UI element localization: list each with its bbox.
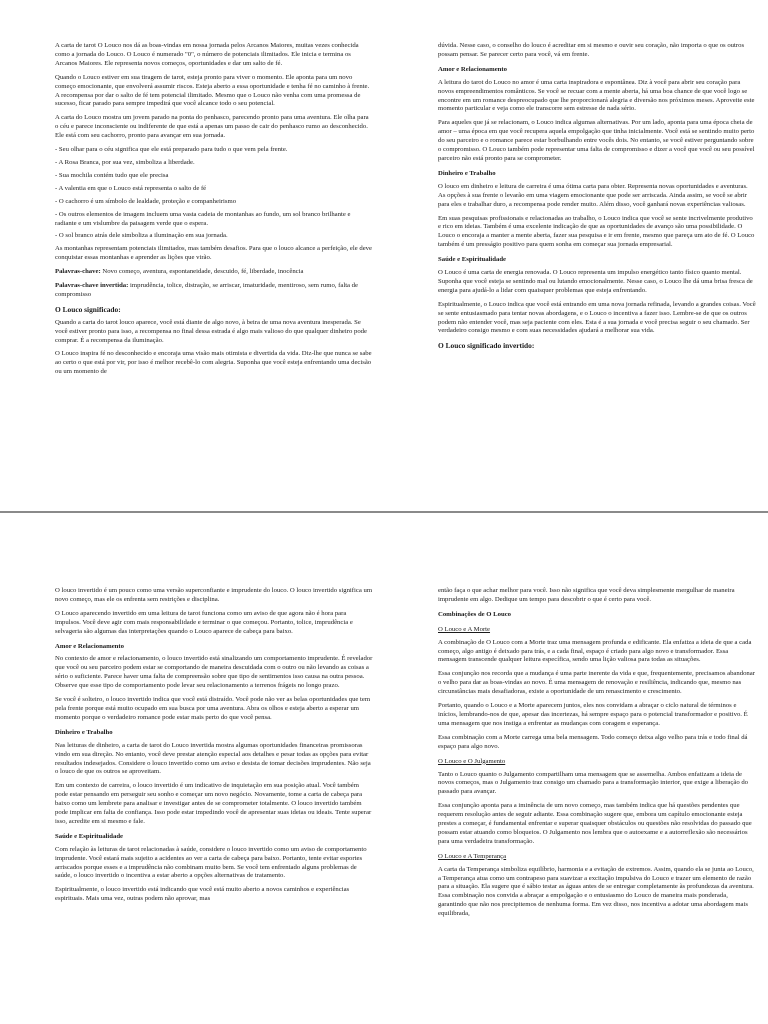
combination-heading: O Louco e O Julgamento	[438, 757, 506, 765]
body-paragraph: dúvida. Nesse caso, o conselho do louco é acreditar em si mesmo e ouvir seu coração, não importa o que os outros possam pensar. Se parecer certo para você, vá em frente.	[438, 42, 745, 58]
body-paragraph: Quando a carta do tarot louco aparece, você está diante de algo novo, à beira de uma nova aventura inesperada. Se você estiver pronto para isso, a recompensa no final dessa estrada é algo mais valioso do que qualquer dinheiro pode comprar. É a recompensa da iluminação.	[55, 318, 367, 344]
body-paragraph: A leitura do tarot do Louco no amor é uma carta inspiradora e espontânea. Diz à você para abrir seu coração para novos empreendimentos românticos. Se você se recuar com a mente aberta, há uma boa chance de que você logo se encontre em um romance despreocupado que lhe proporcionará alegria e diversão nos próximos meses. Aproveite este momento particular e veja como ele transcorre sem estresse de nada sério.	[438, 78, 755, 113]
keywords-text: imprudência, tolice, distração, se arriscar, imaturidade, mentiroso, sem rumo, falta de compromisso	[55, 282, 358, 298]
document-page-2	[0, 513, 768, 1024]
body-paragraph: O Louco é uma carta de energia renovada. O Louco representa um impulso energético tanto físico quanto mental. Suponha que você esteja se sentindo mal ou lutando emocionalmente. Nesse caso, o Louco lhe dá uma brisa fresca de energia para ajudá-lo a lidar com quaisquer problemas que esteja enfrentando.	[438, 269, 753, 294]
body-paragraph: Essa conjunção nos recorda que a mudança é uma parte inerente da vida e que, frequentemente, precisamos abandonar o velho para dar as boas-vindas ao novo. É uma mensagem de renovação e resiliência, indicando que, mesmo nas circunstâncias mais desafiadoras, existe a oportunidade de um renascimento e crescimento.	[438, 670, 755, 696]
section-title: O Louco significado:	[55, 304, 121, 314]
symbol-list-item: - Os outros elementos de imagem incluem uma vasta cadeia de montanhas ao fundo, um sol branco brilhante e radiante e um vislumbre da paisagem verde que o espera.	[55, 210, 351, 227]
body-paragraph: A carta do Louco mostra um jovem parado na ponta do penhasco, parecendo pronto para uma aventura. Ele olha para o céu e parece inconsciente ou indiferente de que está a apenas um passo de cair do penhasco rumo ao desconhecido. Ele está com seu cachorro, pronto para avançar em sua jornada.	[55, 114, 369, 140]
page-2-left-column	[55, 587, 373, 909]
body-paragraph: Com relação às leituras de tarot relacionadas à saúde, considere o louco invertido como um aviso de comportamento imprudente. Você estará mais sujeito a acidentes ao ver a carta de cabeça para baixo. Portanto, tente evitar esportes arriscados porque esses e a imprudência não combinam muito bem. Se você tem enfrentado alguns problemas de saúde, o louco invertido o incentiva a estar aberto a opções alternativas de tratamento.	[55, 845, 367, 880]
page-2-right-column	[438, 587, 756, 924]
body-paragraph: Portanto, quando o Louco e a Morte aparecem juntos, eles nos convidam a abraçar o ciclo natural de términos e inícios, lembrando-nos de que, apesar das incertezas, há sempre espaço para o potencial transformador e positivo. É uma mensagem que nos instiga a enfrentar as mudanças com coragem e esperança.	[438, 702, 748, 727]
body-paragraph: O louco invertido é um pouco como uma versão superconfiante e imprudente do louco. O louco invertido significa um novo começo, mas ele os enfrenta sem restrições e disciplina.	[55, 587, 373, 603]
body-paragraph: Para aqueles que já se relacionam, o Louco indica algumas alternativas. Por um lado, aponta para uma época cheia de amor – uma época em que você recupera aquela empolgação que tinha inicialmente. Você está se sentindo muito perto do seu parceiro e o romance parece estar borbulhando entre vocês dois. No entanto, se você estiver perguntando sobre o compromisso. O Louco também pode representar uma falta de compromisso e dizer a você que você ou seu possível parceiro não está pronto para se comprometer.	[438, 119, 755, 162]
body-paragraph: A carta de tarot O Louco nos dá as boas-vindas em nossa jornada pelos Arcanos Maiores, muitas vezes conhecida como a jornada do Louco. O Louco é numerado "0", o número de potenciais ilimitados. Ele inicia e termina os Arcanos Maiores. Ele representa novos começos, oportunidades e dar um salto de fé.	[55, 42, 359, 67]
body-paragraph: Espiritualmente, o Louco indica que você está entrando em uma nova jornada refinada, levando a grandes coisas. Você se sente entusiasmado para tentar novas abordagens, e o Louco o incentiva a fazer isso. Lembre-se de que os outros podem não entender você, mas seja paciente com eles. Esta é a sua jornada e você precisa seguir o seu chamado. Ser verdadeiro consigo mesmo e com suas necessidades ajudará a melhorar sua vida.	[438, 300, 756, 335]
keywords-paragraph	[55, 268, 373, 277]
body-paragraph: Espiritualmente, o louco invertido está indicando que você está muito aberto a novos caminhos e experiências espirituais. Mais uma vez, outras podem não aprovar, mas	[55, 886, 350, 903]
document-page-1	[0, 0, 768, 511]
body-paragraph: Se você é solteiro, o louco invertido indica que você está distraído. Você pode não ver as belas oportunidades que tem pela frente porque está muito ocupado em sua busca por uma aventura. Abra os olhos e esteja aberto a esperar um momento porque o verdadeiro romance pode estar mais perto do que você pensa.	[55, 696, 371, 721]
section-heading: Combinações de O Louco	[438, 610, 512, 618]
body-paragraph: Em suas pesquisas profissionais e relacionadas ao trabalho, o Louco indica que você se sente incrivelmente produtivo e rico em ideias. Também é uma excelente indicação de que as oportunidades de avanço são uma possibilidade. O Louco o encoraja a manter a mente aberta, fazer sua pesquisa e ir em frente, mesmo que pareça um ato de fé. O Louco também é um presságio positivo para quem sonha em começar sua jornada empresarial.	[438, 214, 755, 249]
symbol-list-item: - Sua mochila contém tudo que ele precisa	[55, 171, 169, 179]
keywords-label: Palavras-chave invertida:	[55, 282, 129, 290]
symbol-list-item: - O sol branco atrás dele simboliza a iluminação em sua jornada.	[55, 232, 228, 240]
keywords-paragraph	[55, 282, 373, 300]
symbol-list-item: - A Rosa Branca, por sua vez, simboliza a liberdade.	[55, 158, 195, 166]
page-1-left-column	[55, 42, 373, 382]
symbol-list-item: - O cachorro é um símbolo de lealdade, proteção e companheirismo	[55, 197, 237, 205]
page-1-right-column	[438, 42, 756, 355]
body-paragraph: O Louco aparecendo invertido em uma leitura de tarot funciona como um aviso de que agora não é hora para impulsos. Você deve agir com mais responsabilidade e terminar o que começou. Portanto, tolice, imprudência e selvageria são algumas das interpretações quando o Louco aparece de cabeça para baixo.	[55, 609, 353, 635]
symbol-list-item: - A valentia em que o Louco está representa o salto de fé	[55, 184, 207, 192]
combination-heading: O Louco e A Temperança	[438, 852, 507, 860]
combination-heading: O Louco e A Morte	[438, 625, 491, 633]
body-paragraph: Essa conjunção aponta para a iminência de um novo começo, mas também indica que há questões pendentes que requerem resolução antes de seguir adiante. Essa combinação sugere que, embora um capítulo emocionante esteja prestes a começar, é fundamental enfrentar e superar quaisquer obstáculos ou questões não resolvidas do passado que possam estar atuando como bloqueios. O Julgamento nos lembra que o autoexame e a autorreflexão são necessários para uma verdadeira transformação.	[438, 802, 752, 845]
body-paragraph: Quando o Louco estiver em sua tiragem de tarot, esteja pronto para viver o momento. Ele aponta para um novo começo emocionante, que envolverá assumir riscos. Esteja aberto a essa oportunidade e tenha fé no caminho à frente. A recompensa por dar o salto de fé tem potencial ilimitado. Mesmo que o Louco não venha com uma promessa de sucesso, ficar parado para sempre impedirá que você alcance todo o seu potencial.	[55, 73, 370, 108]
body-paragraph: O louco em dinheiro e leitura de carreira é uma ótima carta para obter. Representa novas oportunidades e aventuras. As opções à sua frente o levarão em uma viagem emocionante que pode ser arriscada. Ainda assim, se você se abrir para eles e trabalhar duro, a recompensa pode render muito. Além disso, você ganhará novas experiências valiosas.	[438, 182, 748, 208]
body-paragraph: então faça o que achar melhor para você. Isso não significa que você deva simplesmente mergulhar de maneira imprudente em algo. Dedique um tempo para descobrir o que é certo para você.	[438, 587, 735, 603]
body-paragraph: Em um contexto de carreira, o louco invertido é um indicativo de inquietação em sua posição atual. Você também pode estar pensando em perseguir seu sonho e começar um novo negócio. Novamente, tome a carta de cabeça para baixo como um lembrete para analisar e investigar antes de se comprometer totalmente. O louco invertido também pode implicar em falta de confiança. Isso pode estar impedindo você de apresentar suas ideias ou ideais. Tente superar isso, acredite em si mesmo e fale.	[55, 782, 372, 825]
section-heading: Amor e Relacionamento	[55, 642, 124, 650]
body-paragraph: No contexto de amor e relacionamento, o louco invertido está sinalizando um comportamento imprudente. É revelador que você ou seu parceiro podem estar se comportando de maneira descuidada com o outro ou não levando as coisas a sério o suficiente. Parece haver uma falta de compreensão sobre que tipo de sentimentos isso causa na outra pessoa. Observe que esse tipo de comportamento pode levar seu relacionamento a terrenos frágeis no longo prazo.	[55, 655, 373, 690]
body-paragraph: Nas leituras de dinheiro, a carta de tarot do Louco invertida mostra algumas oportunidades financeiras promissoras vindo em sua direção. No entanto, você deve prestar atenção especial aos detalhes e pesar todas as opções para evitar resultados indesejados. Considere o louco invertido como um aviso e desista de tomar decisões imprudentes. Não seja o louco de que os outros se aproveitam.	[55, 741, 371, 776]
body-paragraph: O Louco inspira fé no desconhecido e encoraja uma visão mais otimista e divertida da vida. Diz-lhe que nunca se sabe ao certo o que está por vir, por isso é melhor recebê-lo com alegria. Suponha que você esteja enfrentando uma decisão ou um momento de	[55, 350, 372, 376]
section-heading: Dinheiro e Trabalho	[55, 728, 113, 736]
section-heading: Saúde e Espiritualidade	[55, 832, 124, 840]
section-heading: Dinheiro e Trabalho	[438, 169, 496, 177]
keywords-label: Palavras-chave:	[55, 268, 101, 276]
section-title: O Louco significado invertido:	[438, 341, 535, 351]
keywords-text: Novo começo, aventura, espontaneidade, descuido, fé, liberdade, inocência	[100, 268, 304, 276]
body-paragraph: Essa combinação com a Morte carrega uma bela mensagem. Todo começo deixa algo velho para trás e todo final dá espaço para algo novo.	[438, 733, 748, 750]
body-paragraph: A combinação de O Louco com a Morte traz uma mensagem profunda e edificante. Ela enfatiza a ideia de que a cada começo, algo antigo é deixado para trás, e a cada final, espaço é criado para algo novo e transformador. Essa mensagem transcende qualquer leitura específica, sendo uma lição valiosa para todas as situações.	[438, 638, 752, 664]
body-paragraph: As montanhas representam potenciais ilimitados, mas também desafios. Para que o louco alcance a perfeição, ele deve conquistar essas montanhas e aprender as lições que virão.	[55, 245, 372, 262]
symbol-list-item: - Seu olhar para o céu significa que ele está preparado para tudo o que vem pela frente.	[55, 146, 288, 154]
body-paragraph: A carta da Temperança simboliza equilíbrio, harmonia e a evitação de extremos. Assim, quando ela se junta ao Louco, a Temperança atua como um contrapeso para suavizar a excitação impulsiva do Louco e trazer um elemento de razão para a situação. Ela sugere que é sábio testar as águas antes de se entregar completamente às profundezas da aventura. Essa combinação nos convida a abraçar a empolgação e o entusiasmo do Louco de maneira mais ponderada, garantindo que não nos precipitemos de nenhuma forma. Em vez disso, nos incentiva a adotar uma abordagem mais equilibrada,	[438, 865, 754, 918]
section-heading: Saúde e Espiritualidade	[438, 256, 507, 264]
body-paragraph: Tanto o Louco quanto o Julgamento compartilham uma mensagem que se assemelha. Ambos enfatizam a ideia de novos começos, mas o Julgamento traz consigo um chamado para a transformação interior, que exige a liberação do passado para avançar.	[438, 770, 749, 796]
section-heading: Amor e Relacionamento	[438, 65, 507, 73]
